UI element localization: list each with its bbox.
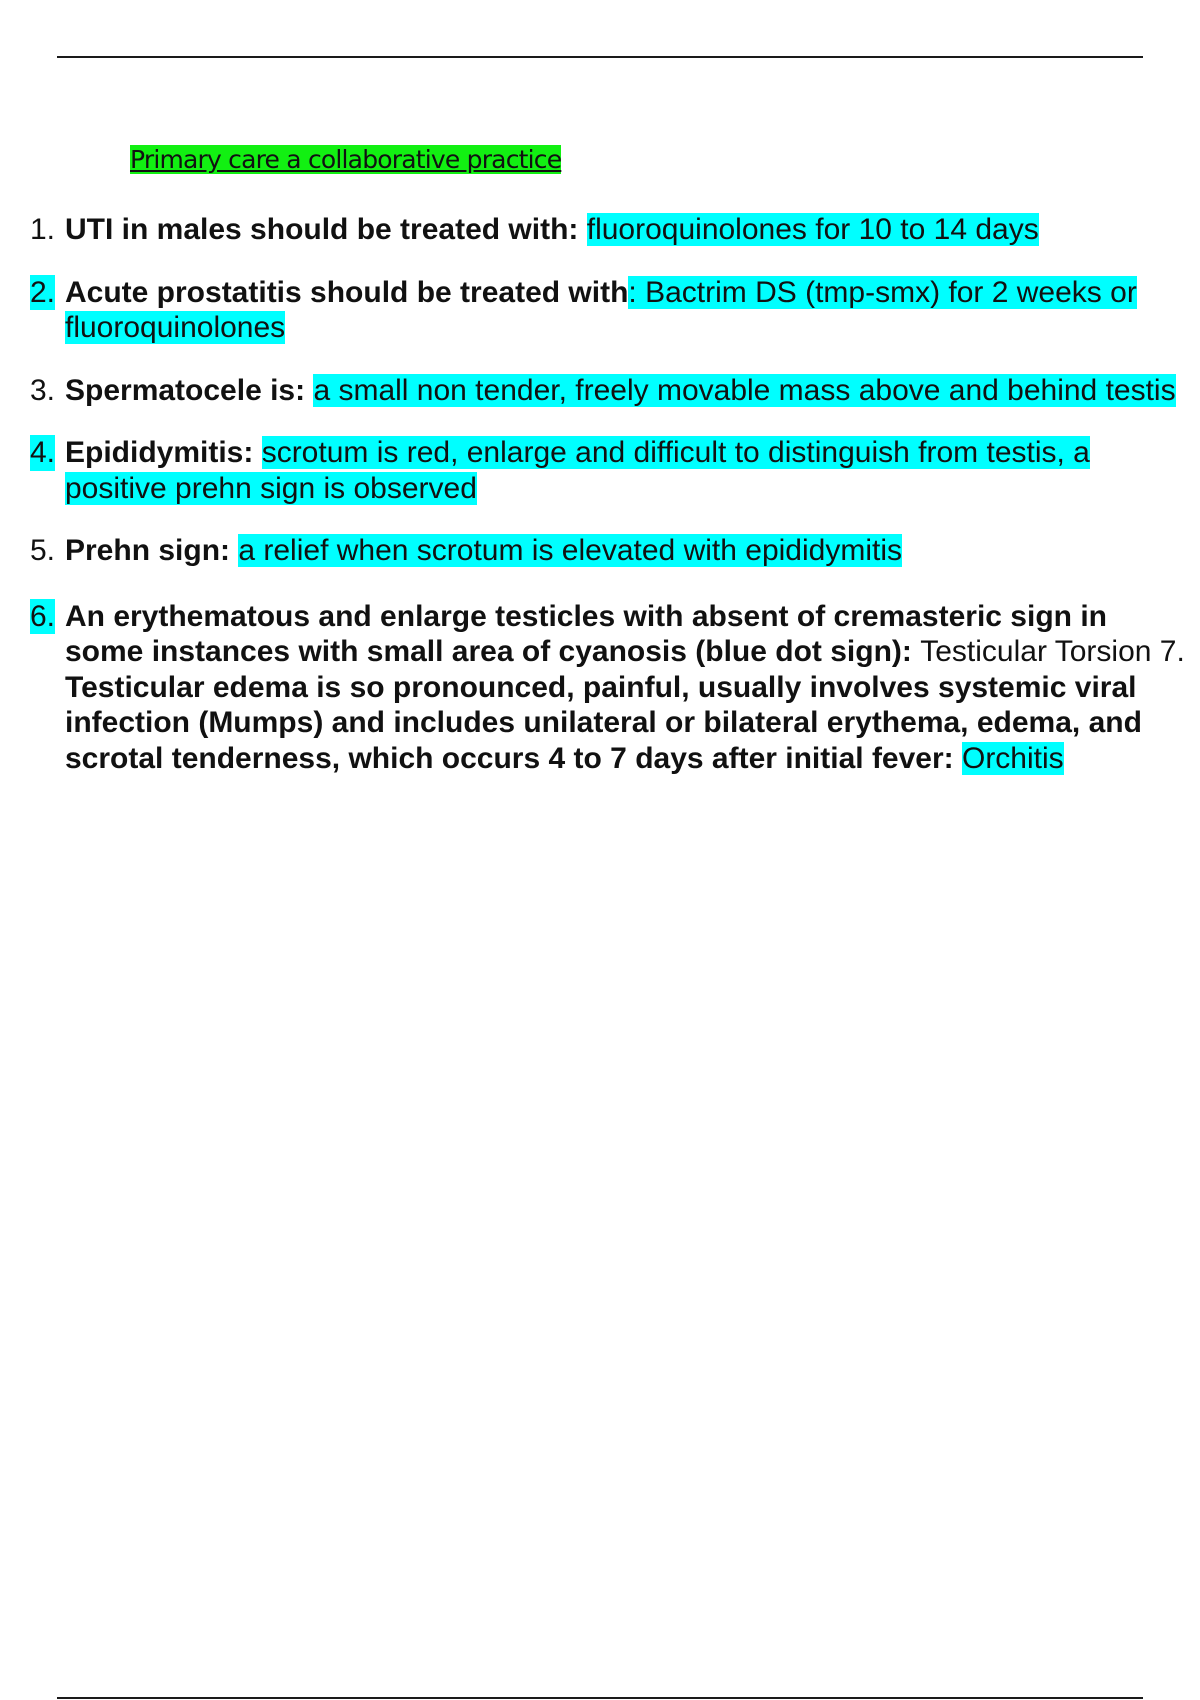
item-question: An erythematous and enlarge testicles with absent of cremasteric sign in some instances with small area of cyanosis (blue dot sign):	[65, 599, 1107, 668]
top-rule	[57, 56, 1143, 58]
item-answer: fluoroquinolones for 10 to 14 days	[586, 213, 1039, 246]
item-answer-7: Orchitis	[961, 741, 1064, 775]
item-number: 6.	[30, 599, 56, 633]
item-number: 5.	[30, 534, 56, 567]
item-number: 4.	[30, 436, 56, 469]
item-number: 1.	[30, 213, 56, 246]
item-question-7: Testicular edema is so pronounced, painful, usually involves systemic viral infection (Mumps) and includes unilateral or bilateral erythema, edema, and scrotal tenderness, which occurs 4 to 7 days after initial fever:	[65, 670, 1142, 775]
item-answer: : Bactrim DS (tmp-smx) for 2 weeks or fluoroquinolones	[65, 275, 1137, 344]
list-item-6	[30, 599, 1192, 777]
list-item-3	[30, 373, 1192, 409]
item-question: UTI in males should be treated with:	[65, 213, 587, 246]
item-answer: scrotum is red, enlarge and difficult to distinguish from testis, a positive prehn sign is observed	[65, 436, 1090, 505]
list-item-2	[30, 275, 1192, 346]
item-question: Epididymitis:	[65, 436, 262, 469]
list-item-4	[30, 435, 1192, 506]
item-answer: a small non tender, freely movable mass above and behind testis	[313, 373, 1176, 407]
bottom-rule	[57, 1697, 1143, 1699]
item-question: Acute prostatitis should be treated with	[65, 275, 629, 309]
document-title	[130, 145, 561, 174]
item-answer: Testicular Torsion 7.	[920, 635, 1185, 668]
list-item-1	[30, 212, 1192, 248]
question-list	[30, 212, 1192, 803]
item-number: 2.	[30, 275, 56, 309]
item-question: Prehn sign:	[65, 534, 239, 567]
item-question: Spermatocele is:	[65, 373, 314, 407]
item-answer: a relief when scrotum is elevated with epididymitis	[238, 534, 902, 567]
list-item-5	[30, 533, 1192, 569]
item-number: 3.	[30, 373, 56, 407]
title-text: Primary care a collaborative practice	[130, 145, 562, 174]
